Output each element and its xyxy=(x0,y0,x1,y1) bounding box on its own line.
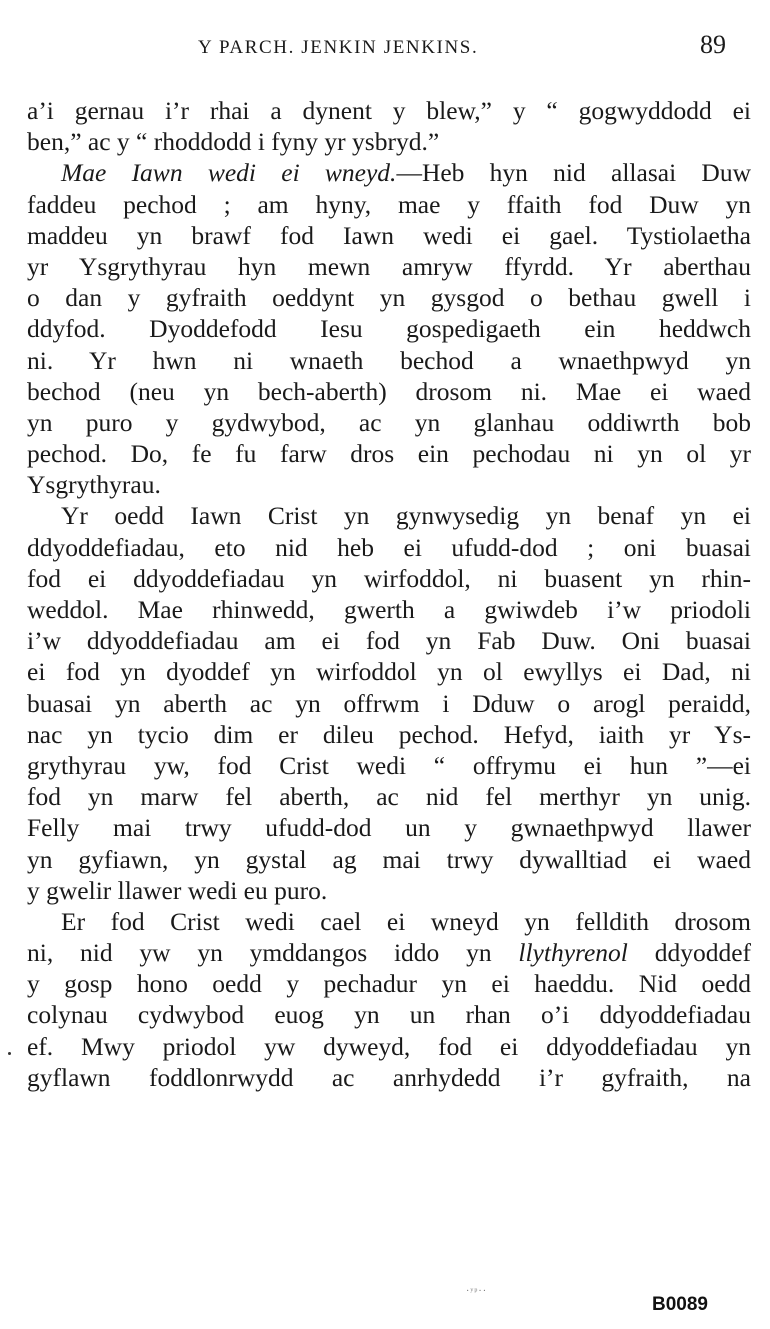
text-line: ddyoddefiadau, eto nid heb ei ufudd-dod ; oni buasai xyxy=(27,532,751,562)
running-head xyxy=(0,30,770,64)
text-run: gosp hono oedd y pechadur yn ei haeddu. Nid oedd xyxy=(64,969,751,999)
text-line: grythyrau yw, fod Crist wedi “ offrymu ei hun ”—ei xyxy=(27,750,751,780)
text-line: i’w ddyoddefiadau am ei fod yn Fab Duw. Oni buasai xyxy=(27,626,751,656)
text-line: yn puro y gydwybod, ac yn glanhau oddiwrth bob xyxy=(27,407,751,437)
text-line: y gwelir llawer wedi eu puro. xyxy=(27,875,328,905)
text-line xyxy=(27,968,751,999)
body-text xyxy=(27,95,751,1093)
text-line: Ysgrythyrau. xyxy=(27,470,161,500)
text-line xyxy=(27,937,751,968)
text-line: yn gyfiawn, yn gystal ag mai trwy dywalltiad ei waed xyxy=(27,844,751,874)
text-line: ef. Mwy priodol yw dyweyd, fod ei ddyoddefiadau yn xyxy=(27,1031,751,1061)
document-id-label: B0089 xyxy=(652,1294,708,1315)
text-line: faddeu pechod ; am hyny, mae y ffaith fod Duw yn xyxy=(27,189,751,219)
text-line: fod ei ddyoddefiadau yn wirfoddol, ni buasent yn rhin- xyxy=(27,563,751,593)
paragraph-4 xyxy=(27,906,751,1093)
page-number: 89 xyxy=(700,30,726,59)
text-line: pechod. Do, fe fu farw dros ein pechodau ni yn ol yr xyxy=(27,439,751,469)
text-line: buasai yn aberth ac yn offrwm i Dduw o arogl peraidd, xyxy=(27,688,751,718)
text-line: o dan y gyfraith oeddynt yn gysgod o bethau gwell i xyxy=(27,283,751,313)
text-line: ben,” ac y “ rhoddodd i fyny yr ysbryd.” xyxy=(27,127,440,157)
italic-word: llythyrenol xyxy=(518,938,628,968)
text-line: gyflawn foddlonrwydd ac anrhydedd i’r gyfraith, na xyxy=(27,1062,751,1092)
paragraph-2 xyxy=(27,157,751,500)
section-lead-text: —Heb hyn nid allasai Duw xyxy=(396,158,751,188)
paragraph-3 xyxy=(27,500,751,905)
printer-ornament: ·ʸᵖ·· xyxy=(466,1286,488,1297)
text-line: Yr oedd Iawn Crist yn gynwysedig yn benaf yn ei xyxy=(61,501,751,531)
text-line: fod yn marw fel aberth, ac nid fel merthyr yn unig. xyxy=(27,782,751,812)
text-line: ddyfod. Dyoddefodd Iesu gospedigaeth ein heddwch xyxy=(27,314,751,344)
section-lead-italic: Mae Iawn wedi ei wneyd. xyxy=(61,158,397,188)
text-line: weddol. Mae rhinwedd, gwerth a gwiwdeb i’w priodoli xyxy=(27,595,751,624)
text-line: colynau cydwybod euog yn un rhan o’i ddyoddefiadau xyxy=(27,1000,751,1030)
text-line: bechod (neu yn bech-aberth) drosom ni. Mae ei waed xyxy=(27,376,751,406)
running-title: Y PARCH. JENKIN JENKINS. xyxy=(198,37,479,58)
text-line: yr Ysgrythyrau hyn mewn amryw ffyrdd. Yr aberthau xyxy=(27,251,751,281)
paragraph-1 xyxy=(27,95,751,157)
text-line: Felly mai trwy ufudd-dod un y gwnaethpwyd llawer xyxy=(27,813,751,843)
text-line xyxy=(27,157,751,188)
text-line: a’i gernau i’r rhai a dynent y blew,” y “ gogwyddodd ei xyxy=(27,96,751,125)
text-run: ddyoddef xyxy=(627,938,751,968)
text-line: ni. Yr hwn ni wnaeth bechod a wnaethpwyd yn xyxy=(27,345,751,375)
text-line: ei fod yn dyoddef yn wirfoddol yn ol ewyllys ei Dad, ni xyxy=(27,657,751,687)
text-run: ni, nid yw yn ymddangos iddo yn xyxy=(27,938,519,968)
text-line: maddeu yn brawf fod Iawn wedi ei gael. Tystiolaetha xyxy=(27,220,751,250)
text-line: Er fod Crist wedi cael ei wneyd yn felldith drosom xyxy=(61,906,751,936)
stray-ink-mark xyxy=(8,1052,11,1055)
text-line: nac yn tycio dim er dileu pechod. Hefyd, iaith yr Ys- xyxy=(27,719,751,749)
text-run: y xyxy=(27,969,65,999)
